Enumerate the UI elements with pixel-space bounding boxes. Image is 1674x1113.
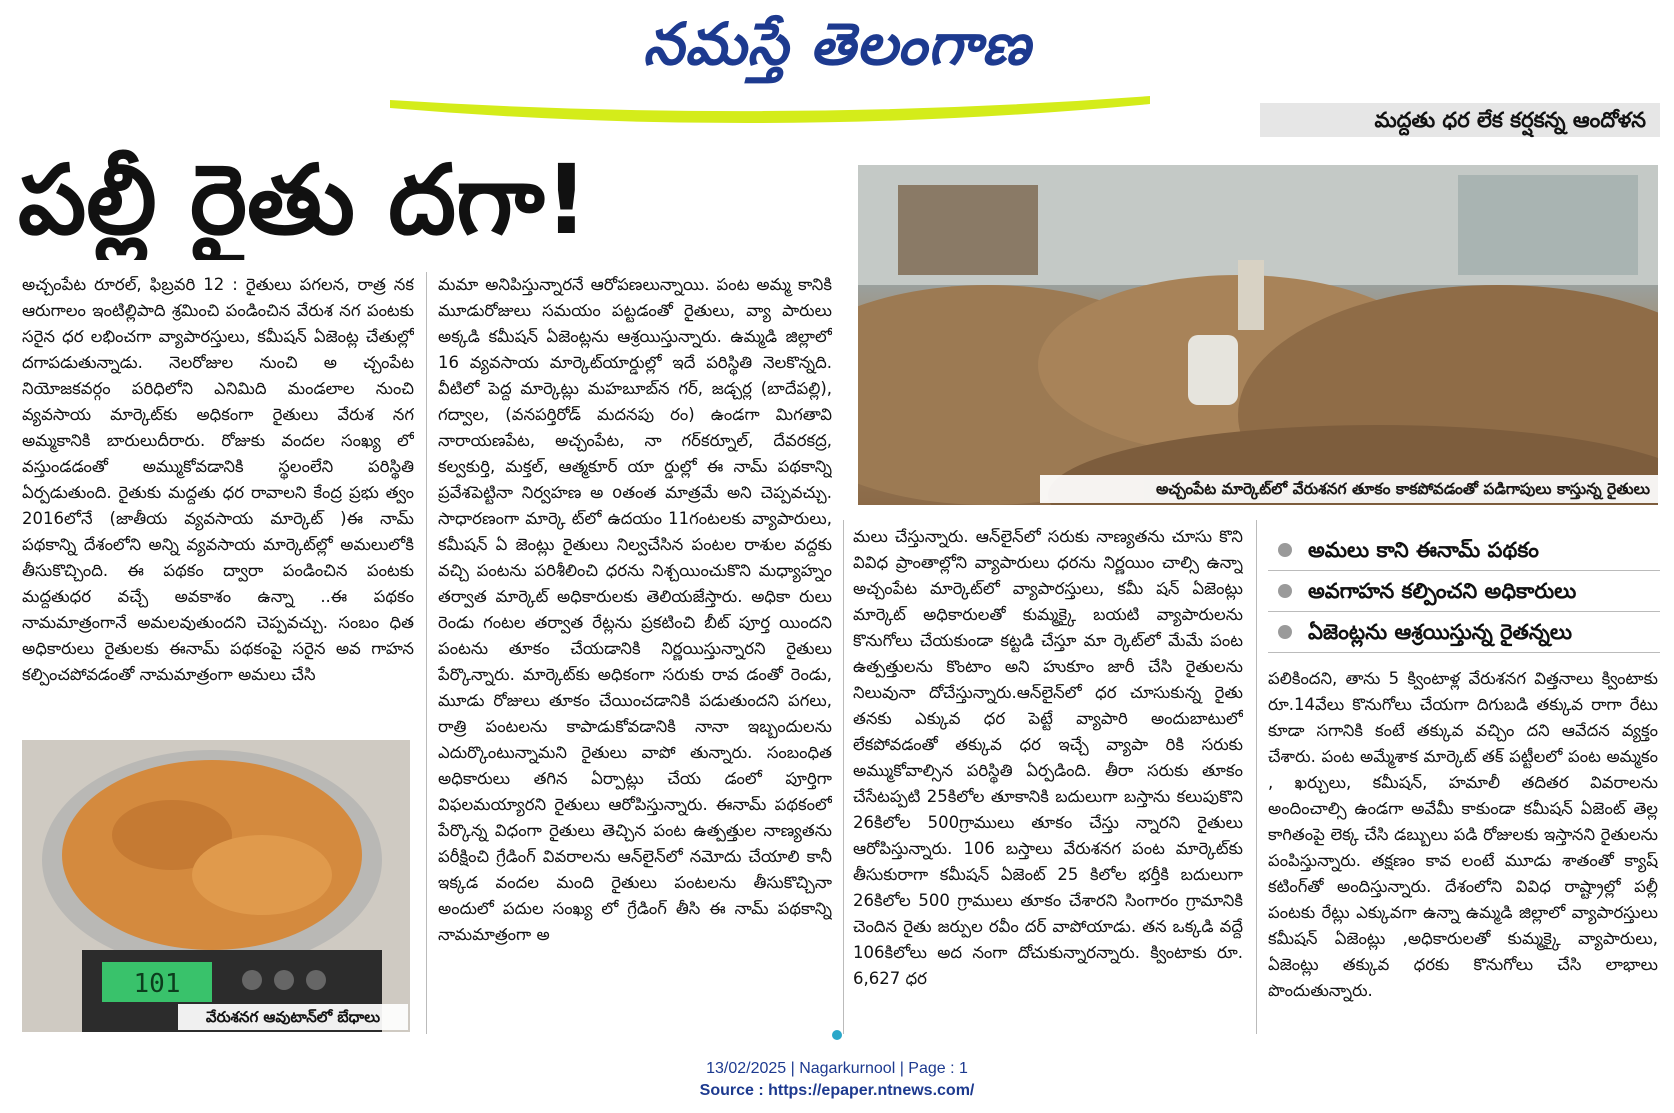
peanut-photo-caption: వేరుశనగ ఆవుటాన్‌లో బేధాలు <box>178 1004 408 1030</box>
bullet-icon <box>1278 625 1292 639</box>
page-indicator-dot <box>832 1030 842 1040</box>
column-divider <box>426 272 427 1034</box>
column-divider <box>843 520 844 1034</box>
market-photo-caption: అచ్చంపేట మార్కెట్‌లో వేరుశనగ తూకం కాకపోవడంతో పడిగాపులు కాస్తున్న రైతులు <box>1040 475 1658 503</box>
market-photo <box>858 165 1658 505</box>
peanut-photo <box>22 740 410 1032</box>
bullet-icon <box>1278 543 1292 557</box>
headline: పల్లీ రైతు దగా! <box>18 144 589 256</box>
bullet-icon <box>1278 584 1292 598</box>
footer-source-link[interactable]: Source : https://epaper.ntnews.com/ <box>699 1082 975 1099</box>
article-column-4: పలికిందని, తాను 5 క్వింటాళ్ల వేరుశనగ విత్తనాలు క్వింటాకు రూ.14వేలు కొనుగోలు చేయగా దిగుబడి తక్కువ రాగా రేటు కూడా సగానికి కంటే తక్కువ వచ్చిం దని ఆవేదన వ్యక్తం చేశారు. పంట అమ్మేశాక మార్కెట్ తక్ పట్టీలలో పంట అమ్మకం , ఖర్చులు, కమీషన్, హమాలీ తదితర వివరాలను అందించాల్సి ఉండగా అవేమీ కాకుండా కమీషన్ ఏజెంట్ తెల్ల కాగితంపై లెక్క చేసి డబ్బులు పడి రోజులకు ఇస్తానని రైతులను పంపిస్తున్నారు. తక్షణం కావ లంటే మూడు శాతంతో క్యాష్ కటింగ్‌తో అందిస్తున్నారు. దేశంలోని వివిధ రాష్ట్రాల్లో పల్లీ పంటకు రేట్లు ఎక్కువగా ఉన్నా ఉమ్మడి జిల్లాలో వ్యాపారస్తులు కమీషన్ ఏజెంట్లు ,అధికారులతో కుమ్మక్కై వ్యాపారులు, ఏజెంట్లు తక్కువ ధరకు కొనుగోలు చేసి లాభాలు పొందుతున్నారు. <box>1268 669 1658 1000</box>
article-column-1: అచ్చంపేట రూరల్, ఫిబ్రవరి 12 : రైతులు పగలన, రాత్ర నక ఆరుగాలం ఇంటిల్లిపాది శ్రమించి పండించిన వేరుశ నగ పంటకు సరైన ధర లభించగా వ్యాపారస్తులు, కమీషన్ ఏజెంట్ల చేతుల్లో దగాపడుతున్నాడు. నెలరోజుల నుంచి అ చ్చంపేట నియోజకవర్గం పరిధిలోని ఎనిమిది మండలాల నుంచి వ్యవసాయ మార్కెట్‌కు అధికంగా రైతులు వేరుశ నగ అమ్మకానికి బారులుదీరారు. రోజుకు వందల సంఖ్య లో వస్తుండడంతో అమ్ముకోవడానికి స్థలంలేని పరిస్థితి ఏర్పడుతుంది. రైతుకు మద్దతు ధర రావాలని కేంద్ర ప్రభు త్వం 2016లోనే (జాతీయ వ్యవసాయ మార్కెట్ )ఈ నామ్ పథకాన్ని దేశంలోని అన్ని వ్యవసాయ మార్కెట్‌ల్లో అమలులోకి తీసుకొచ్చింది. ఈ పథకం ద్వారా పండించిన పంటకు మద్దతుధర వచ్చే అవకాశం ఉన్నా ..ఈ పథకం నామమాత్రంగానే అమలవుతుందని చెప్పవచ్చు. సంబం ధిత అధికారులు రైతులకు ఈనామ్ పథకంపై సరైన అవ గాహన కల్పించపోవడంతో నామమాత్రంగా అమలు చేసి <box>22 275 414 684</box>
highlight-text: అవగాహన కల్పించని అధికారులు <box>1308 579 1577 603</box>
article-column-3: మలు చేస్తున్నారు. ఆన్‌లైన్‌లో సరుకు నాణ్యతను చూసు కొని వివిధ ప్రాంతాల్లోని వ్యాపారులు ధరను నిర్ణయిం చాల్సి ఉన్నా అచ్చంపేట మార్కెట్‌లో వ్యాపారస్తులు, కమీ షన్ ఏజెంట్లు మార్కెట్ అధికారులతో కుమ్మక్కై బయటి వ్యాపారులను కొనుగోలు చేయకుండా కట్టడి చేస్తూ మా ర్కెట్‌లో మేమే పంట ఉత్పత్తులను కొంటాం అని హుకూం జారీ చేసి రైతులను నిలువునా దోచేస్తున్నారు.ఆన్‌లైన్‌లో ధర చూసుకున్న రైతు తనకు ఎక్కువ ధర పెట్టే వ్యాపారి అందుబాటులో లేకపోవడంతో తక్కువ ధర ఇచ్చే వ్యాపా రికి సరుకు అమ్ముకోవాల్సిన పరిస్థితి ఏర్పడింది. తీరా సరుకు తూకం చేసేటప్పటి 25కిలోల తూకానికి బదులుగా బస్తాను కలుపుకొని 26కిలోల 500గ్రాములు తూకం చేస్తు న్నారని రైతులు ఆరోపిస్తున్నారు. 106 బస్తాలు వేరుశనగ పంట మార్కెట్‌కు తీసుకురాగా కమీషన్ ఏజెంట్ 25 కిలోల భర్తీకి బదులుగా 26కిలోల 500 గ్రాములు తూకం చేశారని సింగారం గ్రామానికి చెందిన రైతు జర్పుల రవీం దర్ వాపోయాడు. తన ఒక్కడి వద్దే 106కిలోలు అద నంగా దోచుకున్నారన్నారు. క్వింటాకు రూ. 6,627 ధర <box>853 527 1243 988</box>
highlights-box <box>1268 530 1660 653</box>
kicker: మద్దతు ధర లేక కర్షకన్న ఆందోళన <box>1260 103 1660 137</box>
swoosh-shape <box>390 96 1150 123</box>
footer-edition: 13/02/2025 | Nagarkurnool | Page : 1 <box>706 1060 968 1077</box>
column-divider <box>1256 520 1257 1034</box>
highlight-text: ఏజెంట్లను ఆశ్రయిస్తున్న రైతన్నలు <box>1308 620 1572 644</box>
scale-reading: 101 <box>133 969 181 999</box>
market-photo-art <box>858 165 1658 505</box>
peanut-photo-art <box>22 740 410 1032</box>
article-column-2: మమా అనిపిస్తున్నారనే ఆరోపణలున్నాయి. పంట అమ్మ కానికి మూడురోజులు సమయం పట్టడంతో రైతులు, వ్యా పారులు అక్కడి కమీషన్ ఏజెంట్లను ఆశ్రయిస్తున్నారు. ఉమ్మడి జిల్లాలో 16 వ్యవసాయ మార్కెట్‌యార్డుల్లో ఇదే పరిస్థితి నెలకొన్నది. వీటిలో పెద్ద మార్కెట్లు మహబూబ్‌న గర్, జడ్చర్ల (బాదేపల్లి), గద్వాల, (వనపర్తిరోడ్ మదనపు రం) ఉండగా మిగతావి నారాయణపేట, అచ్చంపేట, నా గర్‌కర్నూల్, దేవరకద్ర, కల్వకుర్తి, మక్తల్, ఆత్మకూర్ యా ర్డుల్లో ఈ నామ్ పథకాన్ని ప్రవేశపెట్టినా నిర్వహణ అ oతంత మాత్రమే అని చెప్పవచ్చు. సాధారణంగా మార్కె ట్‌లో ఉదయం 11గంటలకు వ్యాపారులు, కమీషన్ ఏ జెంట్లు రైతులు నిల్వచేసిన పంటల రాశుల వద్దకు వచ్చి పంటను పరిశీలించి ధరను నిశ్చయించుకొని మధ్యాహ్నం తర్వాత మార్కెట్ అధికారులకు తెలియజేస్తారు. అధికా రులు రెండు గంటల తర్వాత రేట్లను ప్రకటించి బీట్ పూర్త యిందని పంటను తూకం చేయడానికి నిర్ణయిస్తున్నారని రైతులు పేర్కొన్నారు. మార్కెట్‌కు అధికంగా సరుకు రావ డంతో రెండు, మూడు రోజులు తూకం చేయించడానికి పడుతుందని పగలు, రాత్రి పంటలను కాపాడుకోవడానికి నానా ఇబ్బందులను ఎదుర్కొంటున్నామని రైతులు వాపో తున్నారు. సంబంధిత అధికారులు తగిన ఏర్పాట్లు చేయ డంలో పూర్తిగా విఫలమయ్యారని రైతులు ఆరోపిస్తున్నారు. ఈనామ్ పథకంలో పేర్కొన్న విధంగా రైతులు తెచ్చిన పంట ఉత్పత్తుల నాణ్యతను పరీక్షించి గ్రేడింగ్ వివరాలను ఆన్‌లైన్‌లో నమోదు చేయాలి కానీ ఇక్కడ వందల మంది రైతులు పంటలను తీసుకొచ్చినా అందులో పదుల సంఖ్య లో గ్రేడింగ్ తీసి ఈ నామ్ పథకాన్ని నామమాత్రంగా అ <box>438 275 832 944</box>
footer <box>0 1058 1674 1102</box>
highlight-text: అమలు కాని ఈనామ్ పథకం <box>1308 538 1539 562</box>
highlight-item <box>1268 571 1660 612</box>
masthead-title: నమస్తే తెలంగాణ <box>643 10 1031 78</box>
highlight-item <box>1268 530 1660 571</box>
swoosh-decoration <box>390 94 1150 140</box>
highlight-item <box>1268 612 1660 653</box>
